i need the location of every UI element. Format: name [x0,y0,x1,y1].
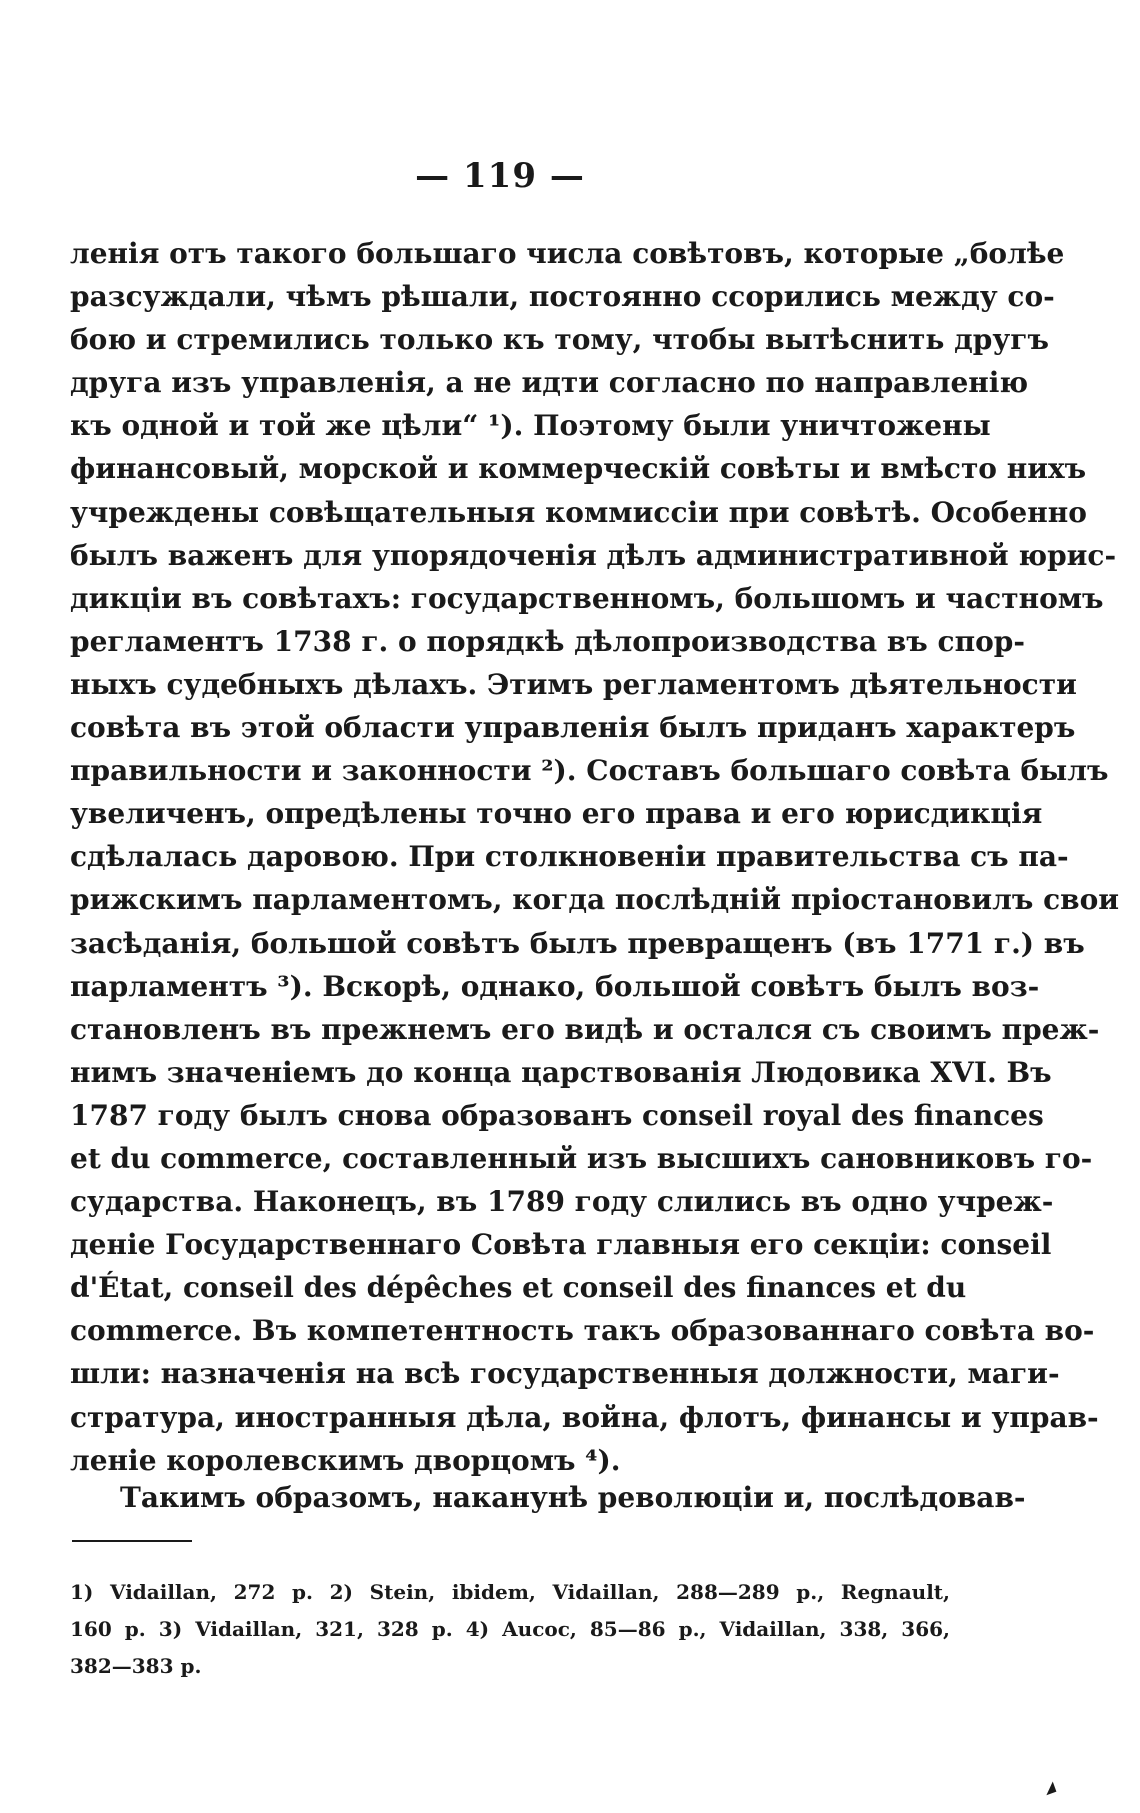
text-line: ныхъ судебныхъ дѣлахъ. Этимъ регламентомъ дѣятельности [70,667,1077,701]
main-paragraph [70,232,1120,1482]
text-line: леніе королевскимъ дворцомъ ⁴). [70,1443,621,1477]
second-paragraph [70,1476,1026,1519]
text-line: рижскимъ парламентомъ, когда послѣдній пріостановилъ свои [70,883,1120,917]
text-line: d'État, conseil des dépêches et conseil des finances et du [70,1271,967,1305]
text-line: правильности и законности ²). Составъ большаго совѣта былъ [70,754,1109,788]
text-line: 1787 году былъ снова образованъ conseil royal des finances [70,1098,1044,1132]
text-line: шли: назначенія на всѣ государственныя должности, маги- [70,1357,1060,1391]
text-line: регламентъ 1738 г. о порядкѣ дѣлопроизводства въ спор- [70,624,1025,658]
page-number: — 119 — [415,156,585,196]
text-line: друга изъ управленія, а не идти согласно по направленію [70,366,1029,400]
text-line: совѣта въ этой области управленія былъ приданъ характеръ [70,711,1076,745]
text-line: къ одной и той же цѣли“ ¹). Поэтому были уничтожены [70,409,991,443]
text-line: засѣданія, большой совѣтъ былъ превращенъ (въ 1771 г.) въ [70,926,1085,960]
text-line: commerce. Въ компетентность такъ образованнаго совѣта во- [70,1314,1095,1348]
text-line: дикціи въ совѣтахъ: государственномъ, большомъ и частномъ [70,581,1104,615]
text-line: деніе Государственнаго Совѣта главныя его секціи: conseil [70,1228,1052,1262]
text-line: стратура, иностранныя дѣла, война, флотъ, финансы и управ- [70,1400,1099,1434]
text-line: нимъ значеніемъ до конца царствованія Людовика XVI. Въ [70,1055,1052,1089]
text-line: сударства. Наконецъ, въ 1789 году слились въ одно учреж- [70,1185,1054,1219]
text-line: Такимъ образомъ, наканунѣ революціи и, послѣдовав- [120,1481,1026,1514]
footnote-divider [72,1540,192,1542]
footnotes [70,1574,950,1685]
text-line: финансовый, морской и коммерческій совѣты и вмѣсто нихъ [70,452,1087,486]
footnote-line: 160 p. 3) Vidaillan, 321, 328 p. 4) Aucoc, 85—86 p., Vidaillan, 338, 366, [70,1617,950,1641]
text-line: ленія отъ такого большаго числа совѣтовъ, которые „болѣе [70,237,1065,270]
text-line: бою и стремились только къ тому, чтобы вытѣснить другъ [70,323,1049,357]
text-line: увеличенъ, опредѣлены точно его права и его юрисдикція [70,797,1043,831]
footnote-line: 382—383 p. [70,1654,202,1678]
corner-mark-icon: ◢ [1041,1778,1058,1798]
footnote-line: 1) Vidaillan, 272 p. 2) Stein, ibidem, Vidaillan, 288—289 p., Regnault, [70,1580,950,1604]
text-line: становленъ въ прежнемъ его видѣ и остался съ своимъ преж- [70,1012,1100,1046]
text-line: et du commerce, составленный изъ высшихъ сановниковъ го- [70,1141,1093,1175]
text-line: учреждены совѣщательныя коммиссіи при совѣтѣ. Особенно [70,495,1087,529]
text-line: парламентъ ³). Вскорѣ, однако, большой совѣтъ былъ воз- [70,969,1040,1003]
text-line: сдѣлалась даровою. При столкновеніи правительства съ па- [70,840,1069,874]
text-line: былъ важенъ для упорядоченія дѣлъ административной юрис- [70,538,1117,572]
text-line: разсуждали, чѣмъ рѣшали, постоянно ссорились между со- [70,280,1055,314]
